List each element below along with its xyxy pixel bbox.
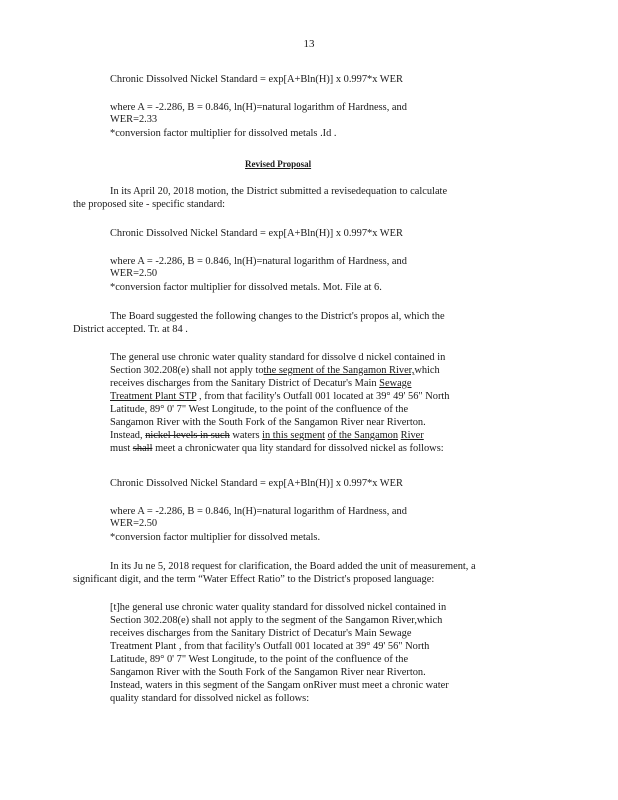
inserted-text: of the Sangamon [327, 430, 399, 441]
formula-line: Chronic Dissolved Nickel Standard = exp[A+Bln(H)] x 0.997*x WER [110, 478, 403, 489]
quote-line: The general use chronic water quality standard for dissolve d nickel contained in [110, 352, 446, 363]
quote-line [110, 391, 450, 404]
paragraph-line: In its April 20, 2018 motion, the District submitted a revisedequation to calculate [110, 186, 448, 197]
conversion-note: *conversion factor multiplier for dissolved metals. Mot. File at 6. [110, 282, 382, 293]
inserted-text: in this segment [262, 430, 326, 441]
quote-line: Instead, waters in this segment of the Sangam onRiver must meet a chronic water [110, 680, 449, 691]
paragraph-line: District accepted. Tr. at 84 . [73, 324, 188, 335]
quote-text: Instead, [110, 430, 143, 441]
wer-value: WER=2.50 [110, 518, 158, 529]
deleted-text: nickel levels in such [145, 430, 230, 441]
quote-text: waters [232, 430, 260, 441]
inserted-text: Sewage [379, 378, 412, 389]
quote-line [110, 378, 412, 391]
formula-line: Chronic Dissolved Nickel Standard = exp[A+Bln(H)] x 0.997*x WER [110, 228, 403, 239]
quote-line [110, 365, 440, 378]
quote-text: which [414, 365, 440, 376]
quote-line: Latitude, 89° 0' 7" West Longitude, to the point of the confluence of the [110, 404, 409, 415]
quote-line: Latitude, 89° 0' 7" West Longitude, to the point of the confluence of the [110, 654, 409, 665]
quote-line: receives discharges from the Sanitary District of Decatur's Main Sewage [110, 628, 412, 639]
page-number: 13 [303, 38, 315, 50]
inserted-text: the segment of the Sangamon River, [263, 365, 415, 376]
formula-where-line: where A = -2.286, B = 0.846, ln(H)=natural logarithm of Hardness, and [110, 506, 407, 517]
formula-where-line: where A = -2.286, B = 0.846, ln(H)=natural logarithm of Hardness, and [110, 256, 407, 267]
conversion-note: *conversion factor multiplier for dissolved metals. [110, 532, 321, 543]
wer-value: WER=2.33 [110, 114, 158, 125]
inserted-text: River [400, 430, 424, 441]
paragraph-line: In its Ju ne 5, 2018 request for clarification, the Board added the unit of measurement, a [110, 561, 476, 572]
section-heading: Revised Proposal [245, 159, 312, 169]
quote-text: receives discharges from the Sanitary District of Decatur's Main [110, 378, 377, 389]
inserted-text: Treatment Plant STP [110, 391, 197, 402]
quote-line [110, 430, 424, 443]
quote-line: Treatment Plant , from that facility's Outfall 001 located at 39° 49' 56" North [110, 641, 430, 652]
deleted-text: shall [132, 443, 153, 454]
quote-line: Sangamon River with the South Fork of the Sangamon River near Riverton. [110, 417, 426, 428]
paragraph-line: significant digit, and the term “Water Effect Ratio” to the District's proposed language: [73, 574, 435, 585]
quote-line: [t]he general use chronic water quality standard for dissolved nickel contained in [110, 602, 447, 613]
paragraph-line: the proposed site - specific standard: [73, 199, 226, 210]
quote-line: quality standard for dissolved nickel as follows: [110, 693, 310, 704]
quote-text: , from that facility's Outfall 001 located at 39° 49' 56" North [196, 391, 450, 402]
formula-line: Chronic Dissolved Nickel Standard = exp[A+Bln(H)] x 0.997*x WER [110, 74, 403, 85]
paragraph-line: The Board suggested the following changes to the District's propos al, which the [110, 311, 445, 322]
wer-value: WER=2.50 [110, 268, 158, 279]
quote-line: Sangamon River with the South Fork of the Sangamon River near Riverton. [110, 667, 426, 678]
conversion-note: *conversion factor multiplier for dissolved metals .Id . [110, 128, 337, 139]
quote-text: must [110, 443, 131, 454]
quote-text: Section 302.208(e) shall not apply to [110, 365, 264, 376]
quote-text: qua lity standard for dissolved nickel as follows: [241, 443, 444, 454]
quote-text: meet a chronicwater [155, 443, 240, 454]
formula-where-line: where A = -2.286, B = 0.846, ln(H)=natural logarithm of Hardness, and [110, 102, 407, 113]
quote-line: Section 302.208(e) shall not apply to the segment of the Sangamon River,which [110, 615, 443, 626]
quote-line [110, 443, 444, 456]
